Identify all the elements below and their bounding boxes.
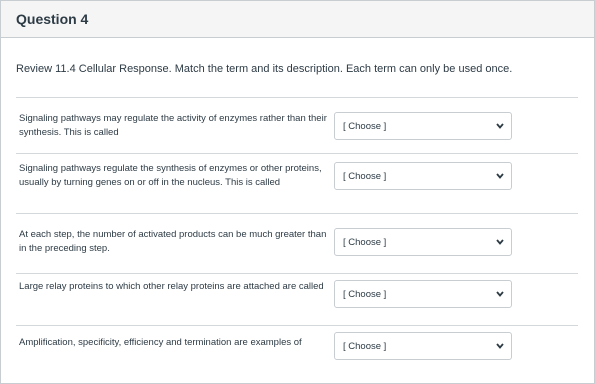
question-header <box>1 1 594 38</box>
match-description: Amplification, specificity, efficiency and termination are examples of <box>19 337 302 348</box>
chevron-down-icon <box>495 237 505 247</box>
select-value: [ Choose ] <box>343 171 387 182</box>
question-intro: Review 11.4 Cellular Response. Match the term and its description. Each term can only be used once. <box>16 63 513 75</box>
question-title: Question 4 <box>16 11 89 27</box>
term-select[interactable] <box>334 162 512 190</box>
chevron-down-icon <box>495 171 505 181</box>
chevron-down-icon <box>495 341 505 351</box>
match-row <box>16 325 578 382</box>
match-row <box>16 97 578 154</box>
chevron-down-icon <box>495 121 505 131</box>
term-select[interactable] <box>334 280 512 308</box>
match-description: At each step, the number of activated products can be much greater than in the preceding step. <box>19 229 327 254</box>
select-value: [ Choose ] <box>343 289 387 300</box>
term-select[interactable] <box>334 228 512 256</box>
match-description: Signaling pathways regulate the synthesis of enzymes or other proteins, usually by turning genes on or off in the nucleus. This is called <box>19 163 322 188</box>
match-row <box>16 153 578 214</box>
match-row <box>16 273 578 326</box>
select-value: [ Choose ] <box>343 237 387 248</box>
chevron-down-icon <box>495 289 505 299</box>
select-value: [ Choose ] <box>343 121 387 132</box>
match-row <box>16 213 578 274</box>
term-select[interactable] <box>334 332 512 360</box>
term-select[interactable] <box>334 112 512 140</box>
match-description: Large relay proteins to which other relay proteins are attached are called <box>19 281 324 292</box>
match-description: Signaling pathways may regulate the activity of enzymes rather than their synthesis. This is called <box>19 113 327 138</box>
select-value: [ Choose ] <box>343 341 387 352</box>
